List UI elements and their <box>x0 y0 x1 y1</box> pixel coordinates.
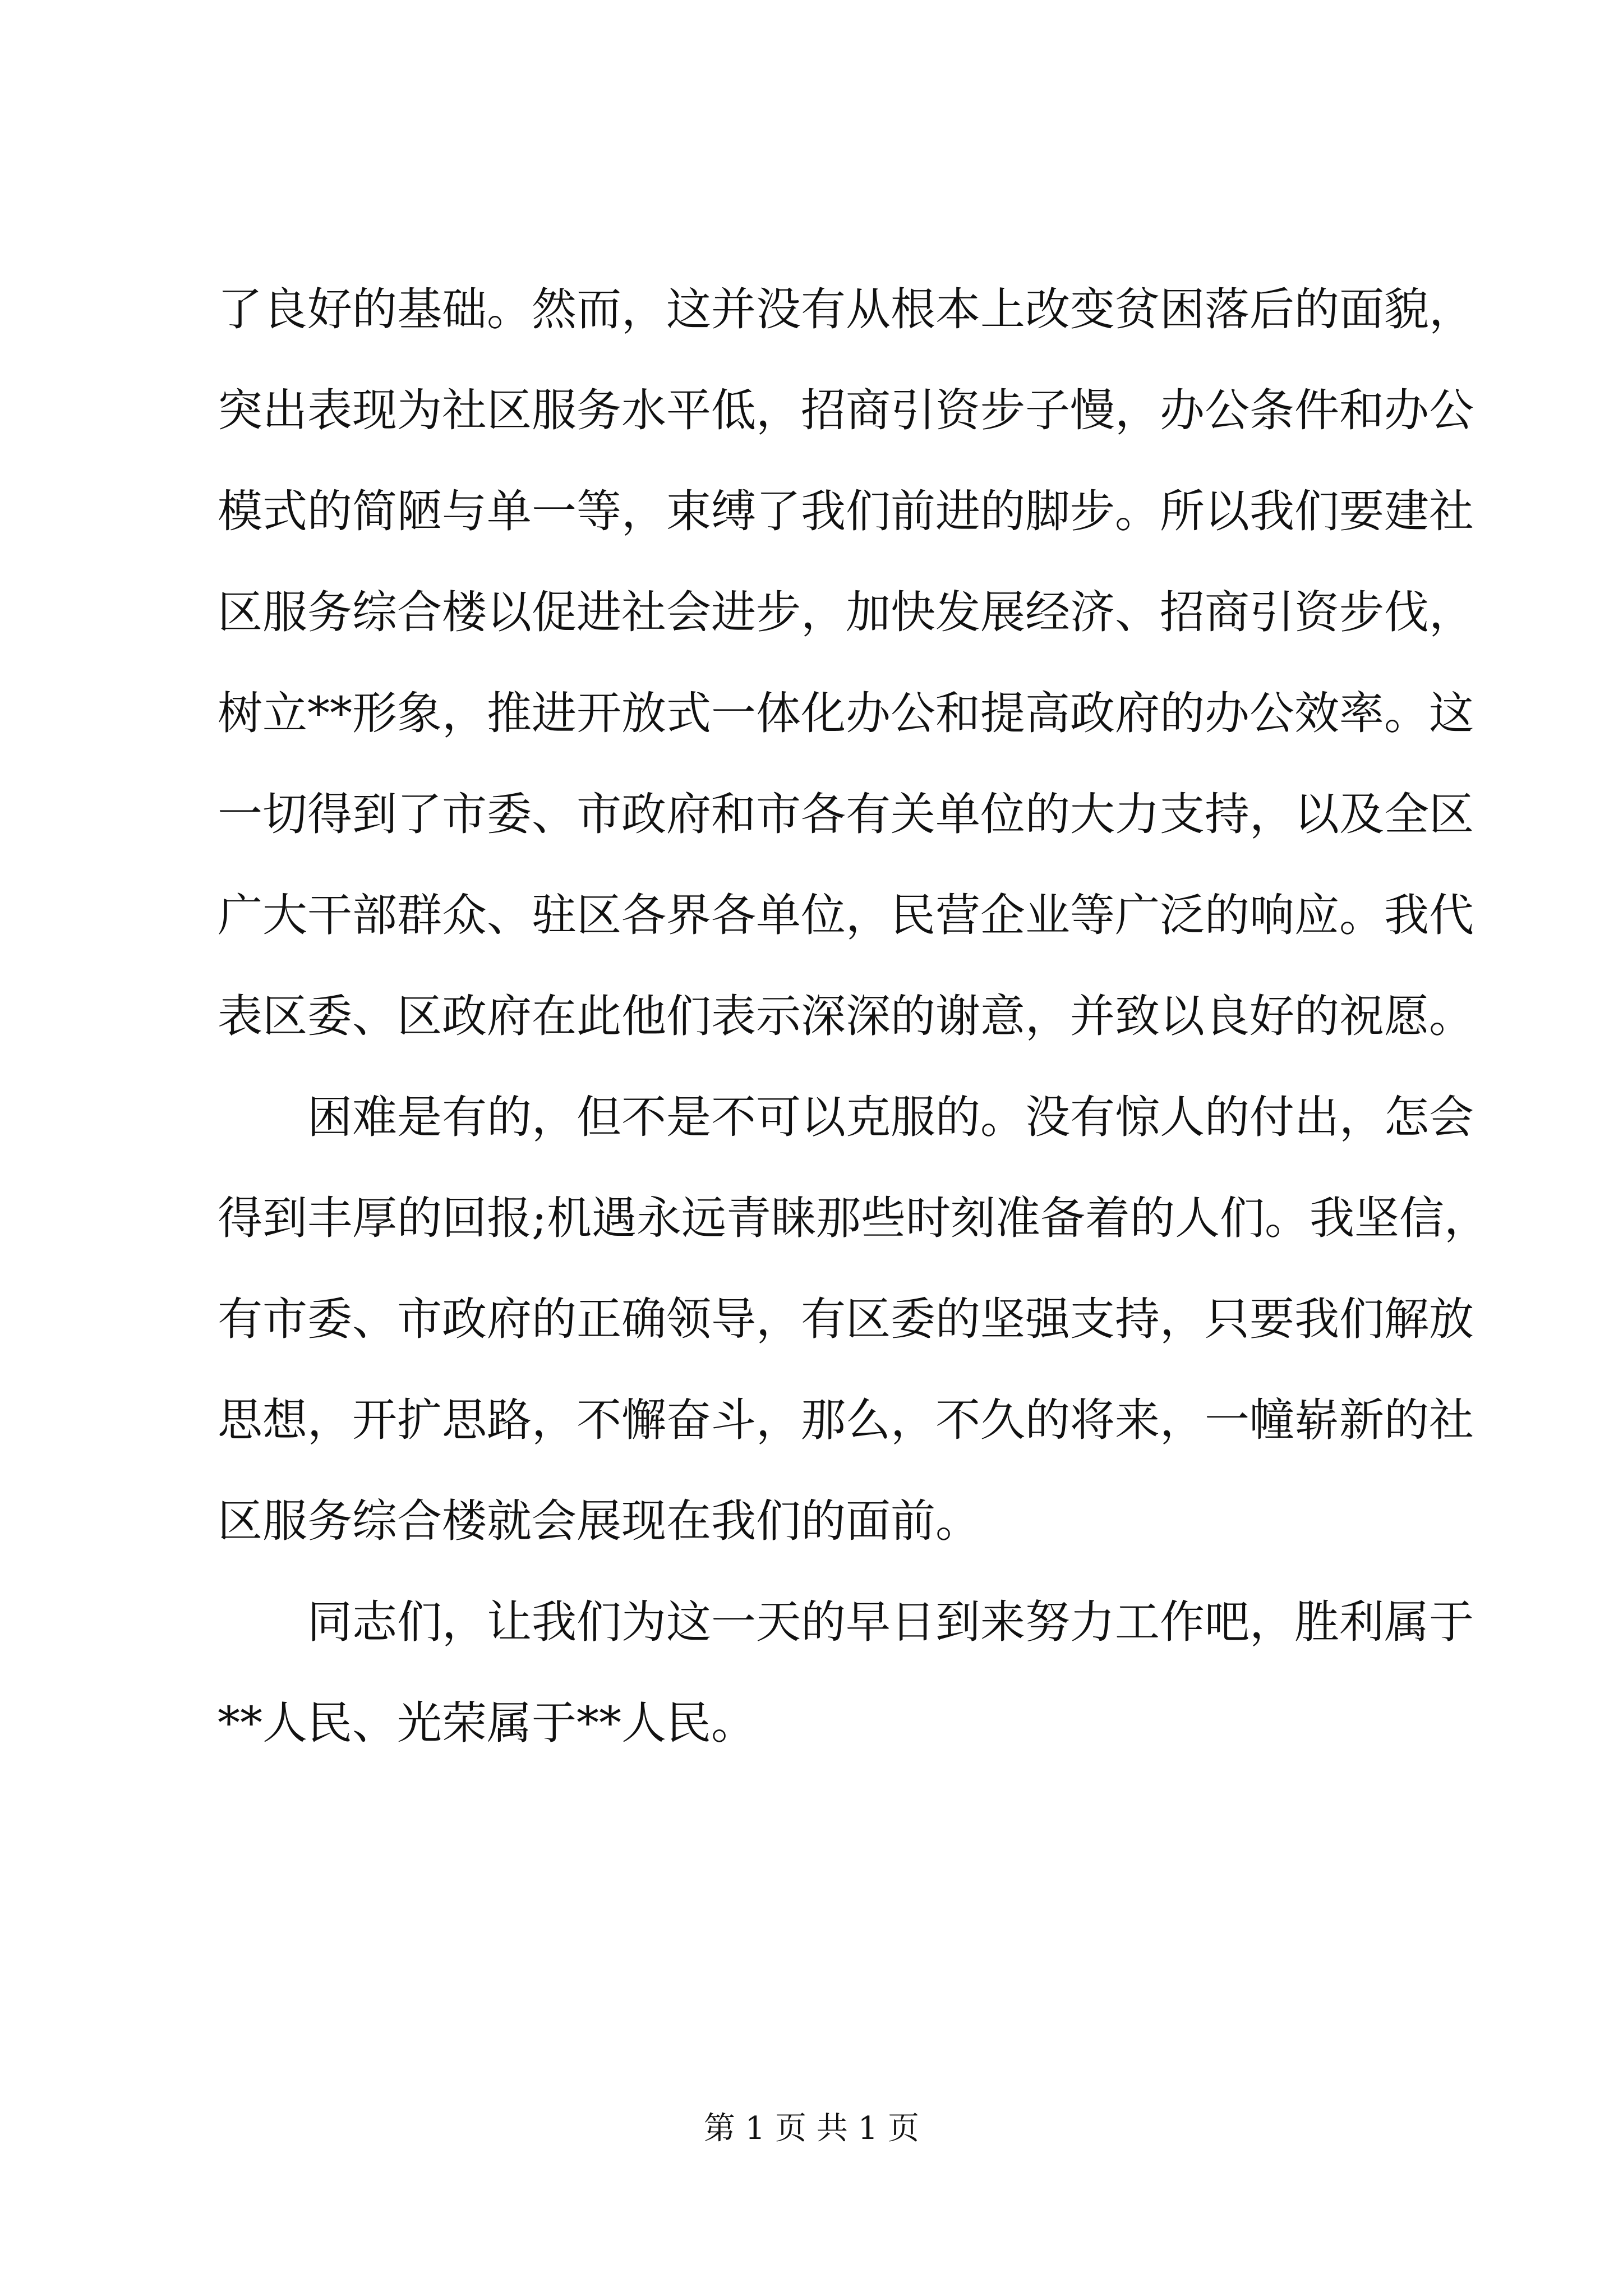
paragraph-line: 得到丰厚的回报;机遇永远青睐那些时刻准备着的人们。我坚信， <box>218 1192 1489 1244</box>
paragraph-line: 困难是有的，但不是不可以克服的。没有惊人的付出，怎会 <box>307 1091 1474 1143</box>
paragraph-line: 思想，开扩思路，不懈奋斗，那么，不久的将来，一幢崭新的社 <box>218 1394 1474 1446</box>
paragraph-line: 区服务综合楼就会展现在我们的面前。 <box>218 1495 980 1547</box>
paragraph-2 <box>218 1067 1489 1572</box>
paragraph-line: 区服务综合楼以促进社会进步，加快发展经济、招商引资步伐， <box>218 586 1474 638</box>
paragraph-3 <box>218 1572 1474 1774</box>
paragraph-line: 突出表现为社区服务水平低，招商引资步子慢，办公条件和办公 <box>218 384 1474 436</box>
paragraph-line: 有市委、市政府的正确领导，有区委的坚强支持，只要我们解放 <box>218 1293 1474 1345</box>
paragraph-line: 表区委、区政府在此他们表示深深的谢意，并致以良好的祝愿。 <box>218 990 1474 1042</box>
paragraph-line: 了良好的基础。然而，这并没有从根本上改变贫困落后的面貌， <box>218 283 1474 335</box>
page-number-footer: 第 1 页 共 1 页 <box>703 2110 920 2147</box>
paragraph-line: 一切得到了市委、市政府和市各有关单位的大力支持，以及全区 <box>218 788 1474 840</box>
paragraph-line: **人民、光荣属于**人民。 <box>218 1697 756 1749</box>
document-body <box>218 259 1489 1774</box>
paragraph-line: 广大干部群众、驻区各界各单位，民营企业等广泛的响应。我代 <box>218 889 1474 941</box>
paragraph-line: 模式的简陋与单一等，束缚了我们前进的脚步。所以我们要建社 <box>218 485 1474 537</box>
paragraph-line: 树立**形象，推进开放式一体化办公和提高政府的办公效率。这 <box>218 687 1474 739</box>
paragraph-line: 同志们，让我们为这一天的早日到来努力工作吧，胜利属于 <box>307 1596 1474 1648</box>
paragraph-1 <box>218 259 1474 1067</box>
